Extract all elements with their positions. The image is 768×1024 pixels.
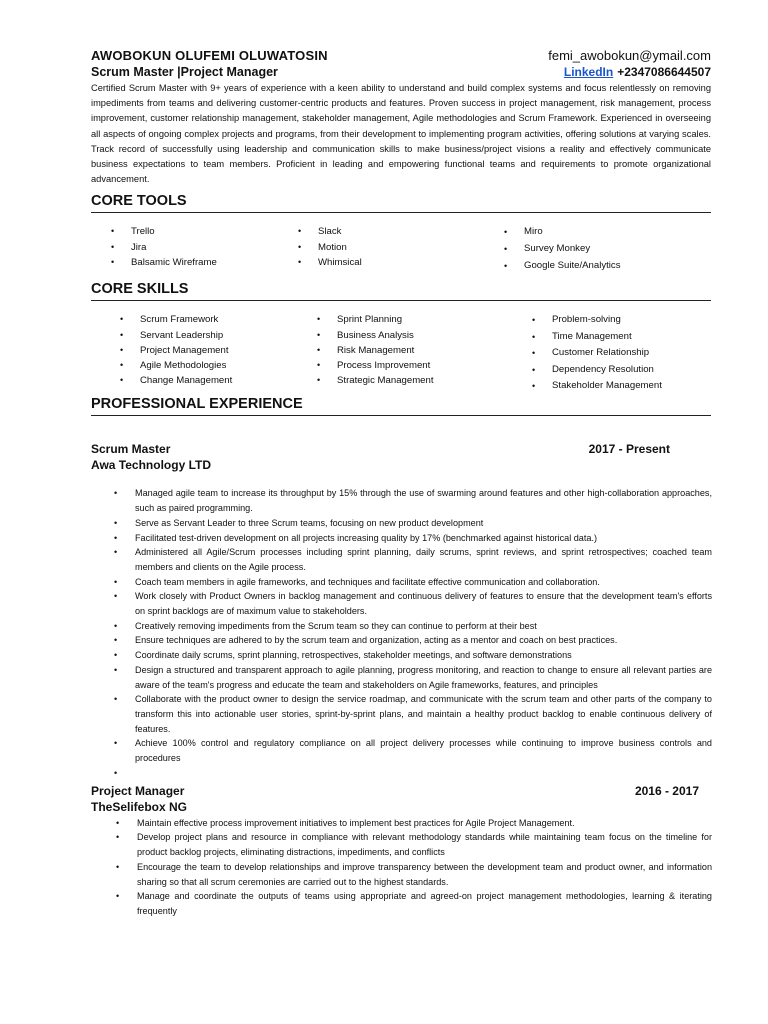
core-tools-list — [91, 224, 711, 281]
core-tools-heading: CORE TOOLS — [91, 193, 711, 213]
duty-item: • Manage and coordinate the outputs of teams using appropriate and agreed-on project management methodologies, learning & iterating frequently — [137, 889, 712, 918]
skill-item: • Scrum Framework — [140, 312, 337, 327]
tool-item: • Motion — [318, 240, 524, 255]
job-header — [91, 442, 711, 456]
duty-item: • Collaborate with the product owner to design the service roadmap, and communicate with the scrum team and other parts of the company to transform this into actionable user stories, sprint-by-sprint plans, and maintain a healthy product backlog to enable continuous delivery of features. — [135, 692, 712, 736]
header-top-row — [91, 48, 711, 63]
tool-item: • Jira — [131, 240, 318, 255]
professional-summary: Certified Scrum Master with 9+ years of experience with a keen ability to understand and build complex systems and focus relentlessly on removing impediments from teams and delivering customer-centric products and features. Proven success in project management, risk management, process improvement, customer relationship management, stakeholder management, Agile methodologies and Scrum Framework. Experienced in overseeing all aspects of ongoing complex projects and programs, from their development to implementing program activities, offering solutions at varying scales. Track record of successfully using leadership and communication skills to make business/project visions a reality and effectively communicate business expectations to team members. Proficient in leading and empowering functional teams and requirements to promote organizational advancement. — [91, 83, 711, 185]
duty-item: • Serve as Servant Leader to three Scrum teams, focusing on new product development — [135, 516, 712, 531]
core-skills-heading: CORE SKILLS — [91, 281, 711, 301]
skill-item: • Time Management — [552, 329, 662, 345]
core-skills-column-1 — [140, 312, 337, 396]
phone-number: +2347086644507 — [617, 65, 711, 79]
duty-item: • Design a structured and transparent approach to agile planning, progress monitoring, and reaction to change to ensure all relevant parties are aware of the team's progress and educate the team and stakeholders on Agile frameworks, features, and principles — [135, 663, 712, 692]
header-second-row — [91, 65, 711, 79]
core-skills-column-2 — [337, 312, 552, 396]
core-skills-column-3 — [552, 312, 662, 396]
job-duties — [135, 486, 712, 779]
skill-item: • Risk Management — [337, 343, 552, 358]
candidate-name: AWOBOKUN OLUFEMI OLUWATOSIN — [91, 48, 328, 63]
skill-item: • Strategic Management — [337, 373, 552, 388]
duty-item — [135, 766, 712, 780]
skill-item: • Problem-solving — [552, 312, 662, 328]
skill-item: • Business Analysis — [337, 328, 552, 343]
company-name: TheSelifebox NG — [91, 799, 188, 814]
duty-item: • Encourage the team to develop relationships and improve transparency between the development team and product owner, and information sharing so that all scrum ceremonies are carried out to the highest standards. — [137, 860, 712, 889]
resume — [91, 48, 711, 919]
job-title: Scrum Master |Project Manager — [91, 65, 278, 79]
contact-links — [564, 65, 711, 79]
tool-item: • Balsamic Wireframe — [131, 255, 318, 270]
duty-item: • Coordinate daily scrums, sprint planning, retrospectives, stakeholder meetings, and software demonstrations — [135, 648, 712, 663]
skill-item: • Process Improvement — [337, 358, 552, 373]
duty-item: • Maintain effective process improvement initiatives to implement best practices for Agile Project Management. — [137, 816, 712, 831]
job-period: 2016 - 2017 — [634, 783, 699, 798]
core-tools-column-3 — [524, 224, 621, 281]
duty-item: • Develop project plans and resource in compliance with relevant methodology standards while maintaining team focus on the timeline for product backlog projects, eliminating distractions, impediments, and conflicts — [137, 830, 712, 859]
linkedin-link[interactable]: LinkedIn — [563, 65, 614, 79]
duty-item: • Achieve 100% control and regulatory compliance on all project delivery processes while continuing to improve business controls and procedures — [135, 736, 712, 765]
duty-item: • Administered all Agile/Scrum processes including sprint planning, daily scrums, sprint reviews, and sprint retrospectives; coached team members and clients on the Agile process. — [135, 545, 712, 574]
tool-item: • Trello — [131, 224, 318, 239]
skill-item: • Servant Leadership — [140, 328, 337, 343]
experience-heading: PROFESSIONAL EXPERIENCE — [91, 396, 711, 416]
core-skills-list — [91, 312, 711, 396]
job-period: 2017 - Present — [588, 442, 670, 457]
skill-item: • Dependency Resolution — [552, 362, 662, 378]
core-tools-column-1 — [131, 224, 318, 281]
job-entry-scrum-master — [91, 442, 711, 779]
tool-item: • Survey Monkey — [524, 241, 621, 258]
duty-item: • Facilitated test-driven development on all projects increasing quality by 17% (benchmarked against historical data.) — [135, 531, 712, 546]
skill-item: • Sprint Planning — [337, 312, 552, 327]
job-role: Scrum Master — [91, 442, 171, 457]
skill-item: • Agile Methodologies — [140, 358, 337, 373]
company-name: Awa Technology LTD — [91, 458, 212, 473]
job-header — [91, 784, 711, 798]
tool-item: • Slack — [318, 224, 524, 239]
duty-item: • Creatively removing impediments from the Scrum team so they can continue to perform at their best — [135, 619, 712, 634]
email-address[interactable]: femi_awobokun@ymail.com — [548, 48, 711, 63]
tool-item: • Whimsical — [318, 255, 524, 270]
tool-item: • Miro — [524, 224, 621, 241]
job-duties — [137, 816, 712, 919]
duty-item: • Ensure techniques are adhered to by the scrum team and organization, acting as a mentor and coach on best practices. — [135, 633, 712, 648]
core-tools-column-2 — [318, 224, 524, 281]
duty-item: • Managed agile team to increase its throughput by 15% through the use of swarming around features and other high-collaboration approaches, such as paired programming. — [135, 486, 712, 515]
tool-item: • Google Suite/Analytics — [524, 258, 621, 275]
job-entry-project-manager — [91, 784, 711, 919]
job-role: Project Manager — [91, 783, 185, 798]
skill-item: • Stakeholder Management — [552, 378, 662, 394]
duty-item: • Coach team members in agile frameworks, and techniques and facilitate effective communication and collaboration. — [135, 575, 712, 590]
skill-item: • Customer Relationship — [552, 345, 662, 361]
skill-item: • Project Management — [140, 343, 337, 358]
skill-item: • Change Management — [140, 373, 337, 388]
duty-item: • Work closely with Product Owners in backlog management and continuous delivery of features to ensure that the development team's efforts on sprint backlogs are of maximum value to stakeholders. — [135, 589, 712, 618]
